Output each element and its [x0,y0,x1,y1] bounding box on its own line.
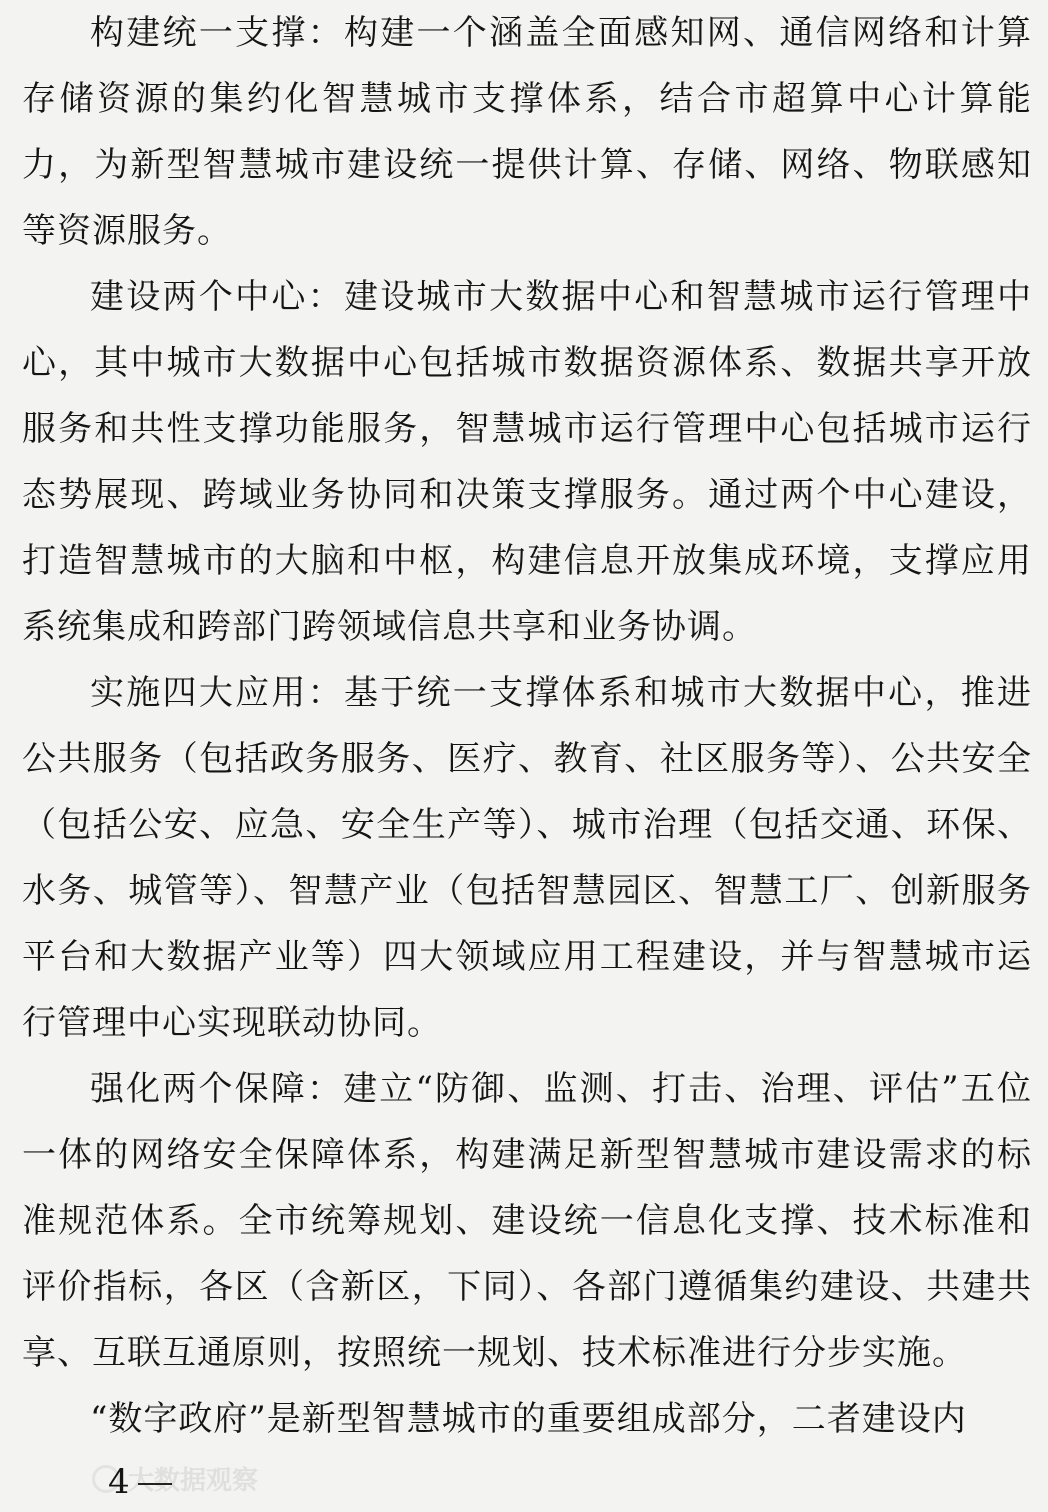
watermark-text: 大数据观察 [128,1466,259,1496]
paragraph-two-centers: 建设两个中心：建设城市大数据中心和智慧城市运行管理中心，其中城市大数据中心包括城市数据资源体系、数据共享开放服务和共性支撑功能服务，智慧城市运行管理中心包括城市运行态势展现、跨域业务协同和决策支撑服务。通过两个中心建设，打造智慧城市的大脑和中枢，构建信息开放集成环境，支撑应用系统集成和跨部门跨领域信息共享和业务协调。 [22,277,1032,647]
document-page [22,0,1032,1512]
paragraph-two-guarantees: 强化两个保障：建立“防御、监测、打击、治理、评估”五位一体的网络安全保障体系，构建满足新型智慧城市建设需求的标准规范体系。全市统筹规划、建设统一信息化支撑、技术标准和评价指标，各区（含新区，下同）、各部门遵循集约建设、共建共享、互联互通原则，按照统一规划、技术标准进行分步实施。 [22,1069,1032,1373]
paragraph-four-applications: 实施四大应用：基于统一支撑体系和城市大数据中心，推进公共服务（包括政务服务、医疗、教育、社区服务等）、公共安全（包括公安、应急、安全生产等）、城市治理（包括交通、环保、水务、城管等）、智慧产业（包括智慧园区、智慧工厂、创新服务平台和大数据产业等）四大领域应用工程建设，并与智慧城市运行管理中心实现联动协同。 [22,673,1032,1043]
corner-logo-icon [0,1468,38,1498]
paragraph-digital-government: “数字政府”是新型智慧城市的重要组成部分，二者建设内 [90,1399,967,1439]
paragraph-unified-support: 构建统一支撑：构建一个涵盖全面感知网、通信网络和计算存储资源的集约化智慧城市支撑体系，结合市超算中心计算能力，为新型智慧城市建设统一提供计算、存储、网络、物联感知等资源服务。 [22,13,1032,251]
page-number: 4 [108,1462,172,1502]
page-footer [0,1452,1048,1512]
